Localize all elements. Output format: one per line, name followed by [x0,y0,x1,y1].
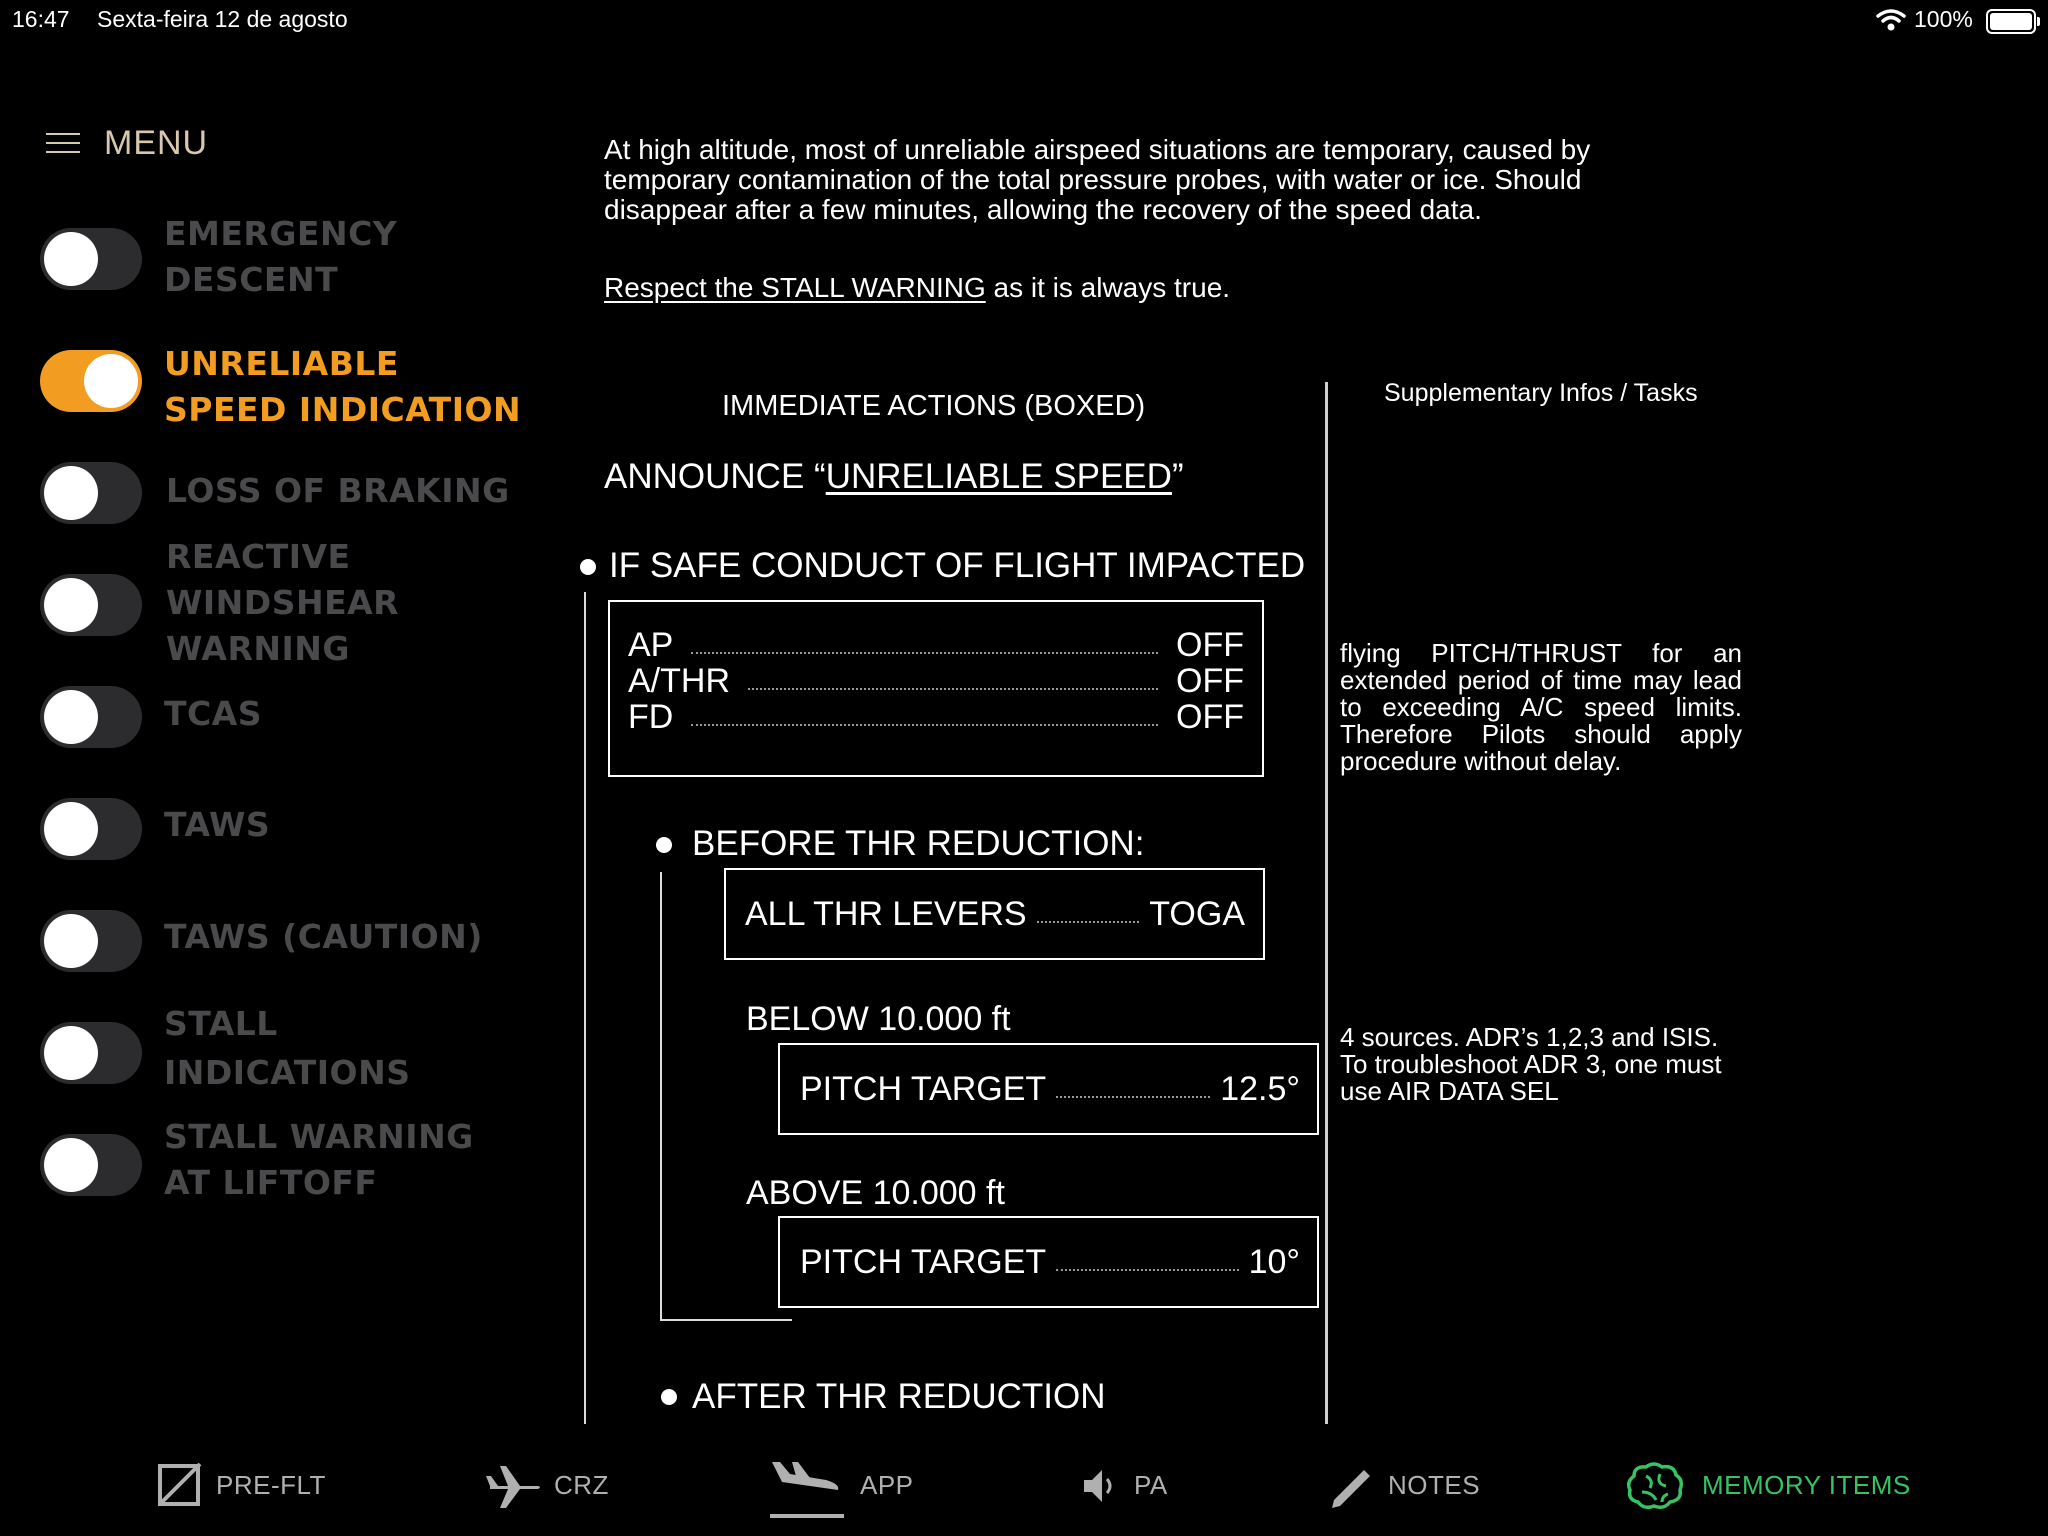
sidebar-item-taws[interactable]: TAWS [164,805,271,844]
menu-label[interactable]: MENU [104,124,209,162]
tree-line-main [584,592,586,1424]
toggle-stall-warning-liftoff[interactable] [40,1134,142,1196]
bullet-if-safe [580,559,596,575]
pencil-icon[interactable] [1330,1468,1372,1510]
tab-app[interactable]: APP [860,1470,914,1500]
tab-notes[interactable]: NOTES [1388,1470,1481,1500]
toggle-emergency-descent[interactable] [40,228,142,290]
tab-pre-flt[interactable]: PRE-FLT [216,1470,326,1500]
row-ap: AP OFF [628,626,1244,664]
brain-icon[interactable] [1626,1462,1684,1512]
tree-line-before-thr [660,872,662,1320]
immediate-actions-title: IMMEDIATE ACTIONS (BOXED) [722,390,1146,422]
bullet-before-thr [656,837,672,853]
toggle-tcas[interactable] [40,686,142,748]
below-10000-label: BELOW 10.000 ft [746,1000,1011,1038]
wifi-icon [1876,8,1906,32]
hamburger-menu-icon[interactable] [46,130,82,156]
intro-paragraph: At high altitude, most of unreliable airspeed situations are temporary, caused by temporary contamination of the total pressure probes, with water or ice. Should disappear after a few minutes, allowing the recovery of the speed data. [604,134,1591,225]
toggle-taws[interactable] [40,798,142,860]
sidebar-item-taws-caution[interactable]: TAWS (CAUTION) [164,917,483,956]
sidebar-item-unreliable-speed[interactable]: UNRELIABLE SPEED INDICATION [164,344,522,429]
sidebar-item-emergency-descent[interactable]: EMERGENCY DESCENT [164,214,398,299]
landing-icon[interactable] [770,1458,844,1508]
after-thr-heading: AFTER THR REDUCTION [692,1377,1106,1416]
before-thr-heading: BEFORE THR REDUCTION: [692,824,1145,863]
status-date: Sexta-feira 12 de agosto [97,6,348,32]
selected-tab-indicator [770,1514,844,1518]
sidebar-item-stall-indications[interactable]: STALL INDICATIONS [164,1004,411,1092]
battery-percent: 100% [1914,6,1973,32]
if-safe-conduct-heading: IF SAFE CONDUCT OF FLIGHT IMPACTED [609,546,1306,585]
toggle-loss-of-braking[interactable] [40,462,142,524]
sidebar-item-tcas[interactable]: TCAS [164,694,263,733]
row-pitch-below: PITCH TARGET 12.5° [800,1070,1300,1108]
tab-pa[interactable]: PA [1134,1470,1168,1500]
row-pitch-above: PITCH TARGET 10° [800,1243,1300,1281]
tree-line-before-thr-end [660,1319,792,1321]
sidebar-item-reactive-windshear[interactable]: REACTIVE WINDSHEAR WARNING [166,537,400,668]
airplane-icon[interactable] [486,1464,542,1510]
toggle-stall-indications[interactable] [40,1022,142,1084]
stall-warning-sentence: Respect the STALL WARNING as it is always true. [604,272,1231,303]
note-pitch-thrust: flying PITCH/THRUST for an extended period of time may lead to exceeding A/C speed limits. Therefore Pilots should apply procedure without delay. [1340,638,1742,776]
status-time: 16:47 [12,6,70,32]
sidebar-item-loss-of-braking[interactable]: LOSS OF BRAKING [166,471,510,510]
announce-line: ANNOUNCE “UNRELIABLE SPEED” [604,457,1184,496]
checkbox-icon[interactable] [156,1460,204,1508]
toggle-unreliable-speed[interactable] [40,350,142,412]
row-athr: A/THR OFF [628,662,1244,700]
column-divider [1325,382,1328,1424]
battery-icon [1986,9,2036,34]
toggle-taws-caution[interactable] [40,910,142,972]
bullet-after-thr [661,1389,677,1405]
above-10000-label: ABOVE 10.000 ft [746,1174,1005,1212]
sidebar-item-stall-warning-liftoff[interactable]: STALL WARNING AT LIFTOFF [164,1117,474,1202]
tab-crz[interactable]: CRZ [554,1470,609,1500]
row-fd: FD OFF [628,698,1244,736]
note-air-data-sources: 4 sources. ADR’s 1,2,3 and ISIS. To troubleshoot ADR 3, one must use AIR DATA SEL [1340,1022,1722,1106]
row-thr-levers: ALL THR LEVERS TOGA [745,895,1245,933]
stall-warning-link[interactable]: Respect the STALL WARNING [604,272,986,303]
supplementary-title: Supplementary Infos / Tasks [1384,379,1698,407]
toggle-reactive-windshear[interactable] [40,574,142,636]
speaker-icon[interactable] [1080,1466,1120,1506]
tab-memory-items[interactable]: MEMORY ITEMS [1702,1470,1911,1500]
